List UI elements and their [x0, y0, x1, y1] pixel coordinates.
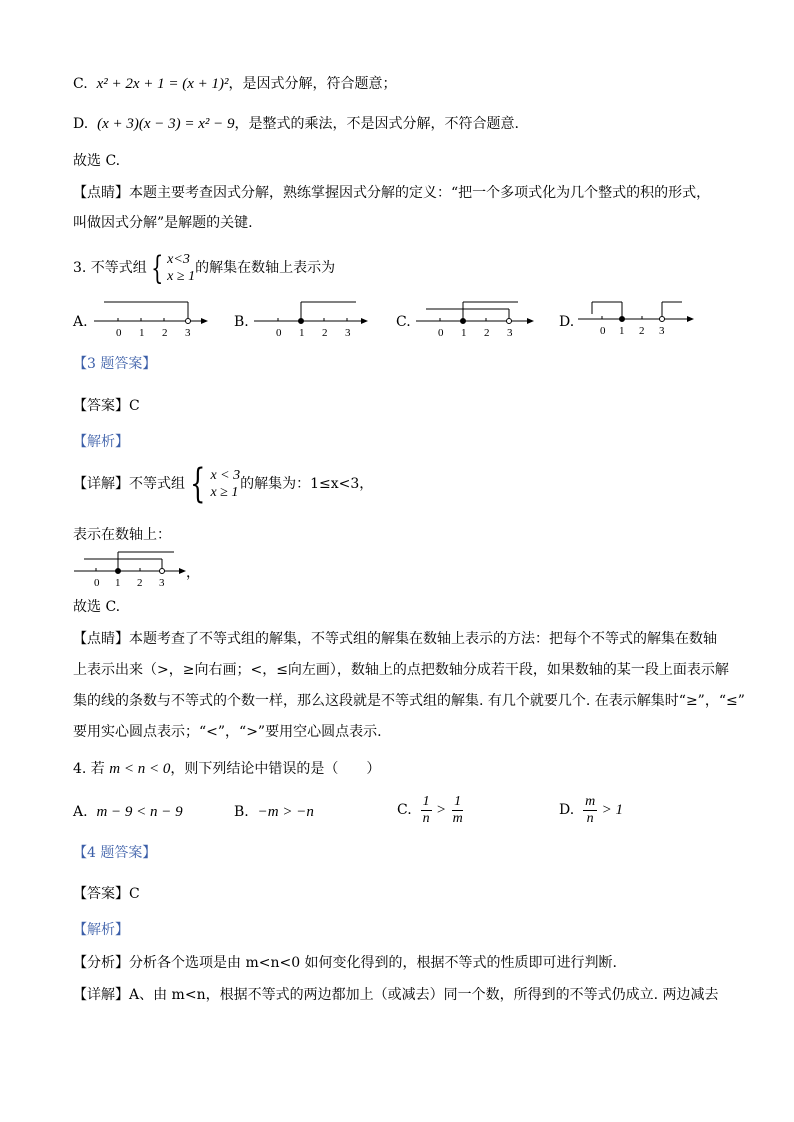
q3-detail-brace: { — [190, 461, 206, 507]
q2-tip-line2: 叫做因式分解”是解题的关键. — [73, 215, 253, 231]
axis-arrow — [687, 316, 694, 322]
tick-label: 2 — [639, 325, 645, 337]
q3-option-c-numberline — [412, 296, 538, 340]
option-c-expr: x² + 2x + 1 = (x + 1)² — [96, 76, 229, 92]
q3-tip-line1: 【点睛】本题考查了不等式组的解集，不等式组的解集在数轴上表示的方法：把每个不等式的解集在数轴 — [73, 631, 717, 647]
tick-label: 0 — [116, 327, 122, 339]
tick-label: 3 — [507, 327, 513, 339]
fraction: $\frac{1}{m}$ — [452, 793, 463, 826]
q3-tip-line2: 上表示出来（>，≥向右画；<，≤向左画），数轴上的点把数轴分成若干段，如果数轴的某一段上面表示解 — [73, 662, 729, 678]
axis-arrow — [527, 318, 534, 324]
q3-brace: { — [150, 249, 164, 287]
q3-choice: 故选 C. — [73, 599, 121, 615]
q4-answer: 【答案】C — [73, 886, 140, 902]
q3-tip-line4: 要用实心圆点表示；“<”，“>”要用空心圆点表示. — [73, 724, 382, 740]
q3-detail-system: x < 3 x ≥ 1 — [210, 468, 241, 500]
open-point-3 — [186, 319, 191, 324]
tick-label: 1 — [139, 327, 145, 339]
open-point-3 — [160, 569, 165, 574]
solid-point-1 — [299, 319, 304, 324]
axis-arrow — [179, 568, 186, 574]
tick-label: 1 — [461, 327, 467, 339]
open-point-3 — [660, 317, 665, 322]
q4-condition: m < n < 0 — [109, 761, 171, 777]
q4-option-b: B. −m > −n — [234, 804, 314, 820]
option-c-line: C. x² + 2x + 1 = (x + 1)²，是因式分解，符合题意； — [73, 76, 397, 92]
q3-stem: 3. 不等式组 { x<3 x ≥ 1 的解集在数轴上表示为 — [73, 249, 336, 287]
tick-label: 2 — [484, 327, 490, 339]
q3-option-d-numberline — [574, 294, 700, 338]
option-d-expr: (x + 3)(x − 3) = x² − 9 — [97, 116, 235, 132]
q3-option-c-letter: C. — [396, 314, 411, 330]
q2-tip-line1: 【点睛】本题主要考查因式分解，熟练掌握因式分解的定义：“把一个多项式化为几个整式的积的形式， — [73, 185, 711, 201]
tick-label: 2 — [137, 577, 143, 589]
q3-option-a-numberline — [90, 296, 210, 340]
tick-label: 2 — [162, 327, 168, 339]
tick-label: 3 — [185, 327, 191, 339]
tick-label: 0 — [600, 325, 606, 337]
q3-detail-numberline — [70, 546, 196, 590]
solid-point-1 — [620, 317, 625, 322]
q2-choice: 故选 C. — [73, 153, 121, 169]
option-d-line: D. (x + 3)(x − 3) = x² − 9，是整式的乘法，不是因式分解，不符合题意. — [73, 116, 519, 132]
tick-label: 3 — [659, 325, 665, 337]
fraction: $\frac{m}{n}$ — [585, 793, 596, 826]
q3-option-d-letter: D. — [559, 314, 575, 330]
q4-detail: 【详解】A、由 m<n，根据不等式的两边都加上（或减去）同一个数，所得到的不等式仍成立. 两边减去 — [73, 987, 719, 1003]
tick-label: 2 — [322, 327, 328, 339]
tick-label: 0 — [94, 577, 100, 589]
q3-show-on-line: 表示在数轴上： — [73, 527, 171, 543]
axis-arrow — [361, 318, 368, 324]
tick-label: 3 — [159, 577, 165, 589]
q4-option-a: A. m − 9 < n − 9 — [73, 804, 183, 820]
q4-option-d: D. $\frac{m}{n}$ > 1 — [559, 793, 624, 826]
tick-label: 1 — [115, 577, 121, 589]
tick-label: 0 — [438, 327, 444, 339]
q3-answer-header: 【3 题答案】 — [73, 356, 157, 372]
q3-answer: 【答案】C — [73, 398, 140, 414]
tick-label: 1 — [619, 325, 625, 337]
q4-fenxi: 【分析】分析各个选项是由 m<n<0 如何变化得到的，根据不等式的性质即可进行判断. — [73, 955, 618, 971]
q4-analysis-label: 【解析】 — [73, 922, 129, 938]
q3-analysis-label: 【解析】 — [73, 434, 129, 450]
q4-stem: 4. 若 m < n < 0，则下列结论中错误的是（ ） — [73, 761, 381, 777]
tick-label: 3 — [345, 327, 351, 339]
axis-arrow — [201, 318, 208, 324]
q3-detail: 【详解】不等式组 { x < 3 x ≥ 1 的解集为：1≤x<3， — [73, 461, 374, 507]
fraction: $\frac{1}{n}$ — [422, 793, 430, 826]
tick-label: 0 — [276, 327, 282, 339]
q3-option-a-letter: A. — [73, 314, 88, 330]
q4-option-c: C. $\frac{1}{n}$ > $\frac{1}{m}$ — [397, 793, 463, 826]
q3-option-b-letter: B. — [234, 314, 249, 330]
q4-answer-header: 【4 题答案】 — [73, 845, 157, 861]
open-point-3 — [507, 319, 512, 324]
q3-option-b-numberline — [250, 296, 370, 340]
q3-comma: ， — [186, 565, 200, 581]
q3-system: x<3 x ≥ 1 — [167, 252, 196, 284]
solid-point-1 — [116, 569, 121, 574]
solid-point-1 — [461, 319, 466, 324]
tick-label: 1 — [299, 327, 305, 339]
q3-tip-line3: 集的线的条数与不等式的个数一样，那么这段就是不等式组的解集. 有几个就要几个. 在表示解集时“≥”，“≤” — [73, 693, 745, 709]
